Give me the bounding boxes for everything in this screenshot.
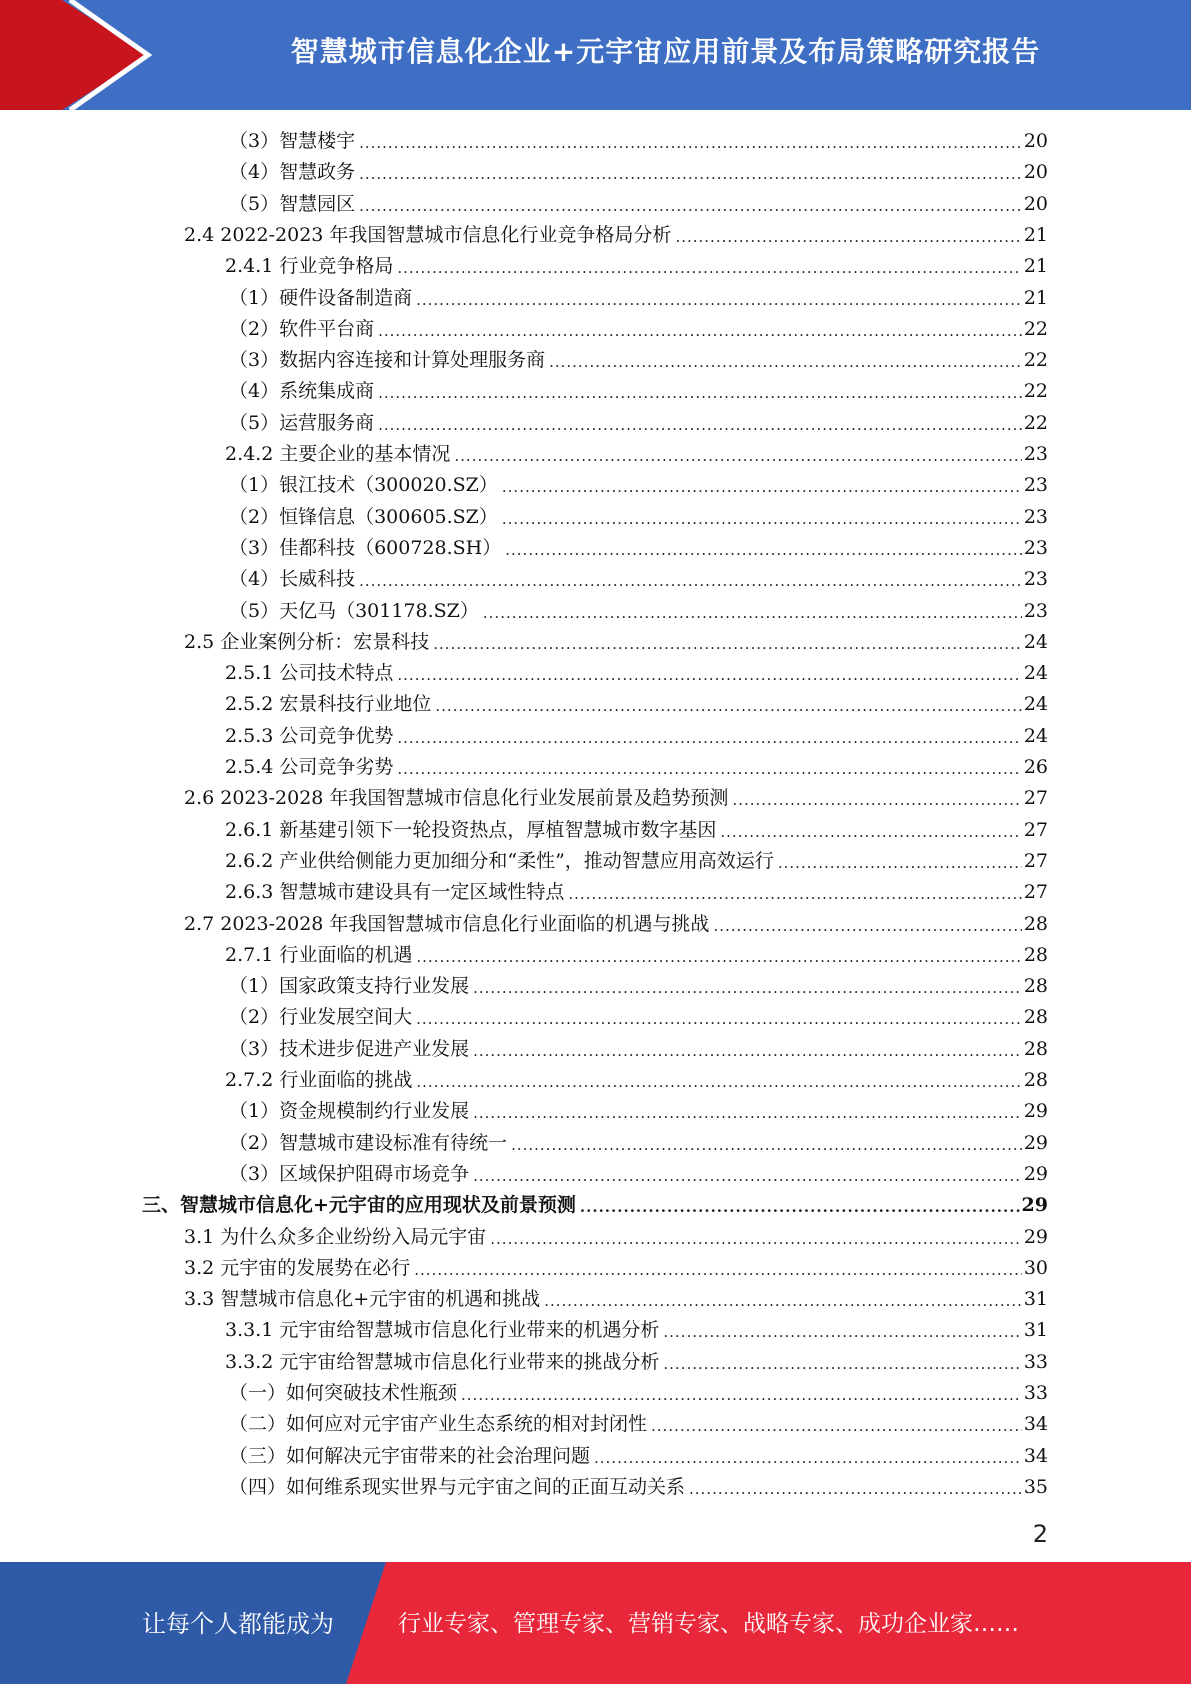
toc-leader-dots [397,664,1021,686]
toc-entry-title: 2.6.2 产业供给侧能力更加细分和“柔性”，推动智慧应用高效运行 [225,849,774,872]
toc-entry[interactable] [229,973,1048,999]
toc-entry-page: 29 [1021,1194,1048,1217]
toc-entry-title: 2.5.3 公司竞争优势 [225,724,394,747]
toc-entry[interactable] [229,535,1048,561]
toc-entry-page: 23 [1023,568,1048,591]
toc-leader-dots [416,1008,1022,1030]
toc-entry-page: 27 [1023,881,1048,904]
toc-entry[interactable] [229,347,1048,373]
toc-entry-title: （3）数据内容连接和计算处理服务商 [229,349,546,372]
toc-entry-title: 3.3.1 元宇宙给智慧城市信息化行业带来的机遇分析 [225,1319,660,1342]
toc-entry-title: （3）佳都科技（600728.SH） [229,536,502,559]
toc-entry-page: 35 [1023,1475,1048,1498]
toc-entry[interactable] [229,378,1048,404]
toc-leader-dots [651,1415,1022,1437]
toc-entry-title: 三、智慧城市信息化+元宇宙的应用现状及前景预测 [142,1194,576,1217]
toc-leader-dots [544,1290,1022,1312]
toc-entry-title: 2.7.1 行业面临的机遇 [225,943,413,966]
toc-entry-title: （4）系统集成商 [229,380,375,403]
toc-entry-title: 3.3.2 元宇宙给智慧城市信息化行业带来的挑战分析 [225,1350,660,1373]
toc-leader-dots [511,1134,1022,1156]
toc-entry-title: （2）恒锋信息（300605.SZ） [229,505,498,528]
toc-entry-page: 22 [1023,380,1048,403]
toc-leader-dots [414,1259,1022,1281]
toc-entry-title: （5）天亿马（301178.SZ） [229,599,479,622]
toc-entry-title: （一）如何突破技术性瓶颈 [229,1382,458,1404]
toc-entry[interactable] [184,1286,1048,1312]
toc-entry-page: 27 [1023,849,1048,872]
toc-leader-dots [359,132,1022,154]
toc-leader-dots [461,1384,1022,1406]
toc-entry-title: 2.6.1 新基建引领下一轮投资热点，厚植智慧城市数字基因 [225,818,717,841]
toc-entry-page: 23 [1023,536,1048,559]
toc-entry-title: （5）运营服务商 [229,411,375,434]
toc-entry[interactable] [229,128,1048,154]
toc-entry-page: 27 [1023,787,1048,810]
toc-entry[interactable] [184,911,1048,937]
toc-entry[interactable] [184,1224,1048,1250]
toc-entry-title: （1）硬件设备制造商 [229,286,413,309]
toc-entry[interactable] [225,1317,1048,1343]
toc-entry[interactable] [229,1411,1048,1437]
toc-entry[interactable] [225,942,1048,968]
toc-entry-title: 2.5.1 公司技术特点 [225,662,394,685]
toc-leader-dots [675,226,1021,248]
toc-entry-page: 28 [1023,943,1048,966]
toc-entry-title: （2）软件平台商 [229,317,375,340]
toc-leader-dots [473,1102,1022,1124]
toc-entry-title: （3）区域保护阻碍市场竞争 [229,1162,470,1185]
toc-entry-page: 29 [1023,1131,1048,1154]
toc-entry-title: （1）资金规模制约行业发展 [229,1100,470,1123]
toc-entry-page: 23 [1023,505,1048,528]
toc-entry[interactable] [225,848,1048,874]
header-banner [0,0,1191,110]
toc-entry-page: 22 [1023,349,1048,372]
toc-leader-dots [505,539,1022,561]
toc-leader-dots [490,1228,1022,1250]
toc-entry-page: 29 [1023,1162,1048,1185]
toc-entry-title: （4）长威科技 [229,568,356,591]
toc-entry-page: 20 [1023,130,1048,152]
toc-entry[interactable] [229,1098,1048,1124]
toc-entry-page: 29 [1023,1225,1048,1248]
toc-entry-page: 21 [1023,223,1048,246]
toc-leader-dots [397,727,1021,749]
toc-leader-dots [580,1196,1020,1218]
toc-entry[interactable] [225,754,1048,780]
toc-leader-dots [416,946,1021,968]
toc-entry-page: 28 [1023,1037,1048,1060]
toc-leader-dots [378,382,1022,404]
toc-entry[interactable] [184,1255,1048,1281]
toc-leader-dots [778,852,1022,874]
toc-entry-title: 2.4.2 主要企业的基本情况 [225,443,451,465]
footer-roles: 行业专家、管理专家、营销专家、战略专家、成功企业家…… [398,1611,1019,1637]
toc-entry[interactable] [229,504,1048,530]
toc-entry-page: 23 [1023,443,1048,465]
toc-entry-title: 2.7.2 行业面临的挑战 [225,1069,413,1091]
toc-entry[interactable] [229,410,1048,436]
toc-entry-page: 21 [1023,255,1048,278]
toc-entry-title: （3）技术进步促进产业发展 [229,1037,470,1060]
toc-leader-dots [713,915,1021,937]
toc-entry[interactable] [229,191,1048,217]
toc-entry-page: 22 [1023,317,1048,340]
toc-leader-dots [502,508,1022,530]
toc-entry-page: 31 [1023,1319,1048,1342]
toc-entry-title: 2.6.3 智慧城市建设具有一定区域性特点 [225,881,565,904]
footer-slogan: 让每个人都能成为 [142,1610,334,1638]
toc-entry-title: （2）智慧城市建设标准有待统一 [229,1131,508,1154]
toc-entry-page: 23 [1023,474,1048,497]
toc-entry[interactable] [225,253,1048,279]
toc-leader-dots [689,1478,1022,1500]
toc-entry[interactable] [229,1443,1048,1469]
toc-leader-dots [720,821,1021,843]
toc-entry-page: 20 [1023,192,1048,215]
toc-entry-page: 22 [1023,411,1048,434]
toc-entry[interactable] [229,472,1048,498]
toc-entry[interactable] [229,1380,1048,1406]
page-number: 2 [1032,1520,1048,1548]
toc-leader-dots [397,758,1021,780]
toc-entry-page: 20 [1023,161,1048,184]
toc-entry[interactable] [229,1004,1048,1030]
toc-entry-title: （4）智慧政务 [229,161,356,184]
toc-entry-page: 31 [1023,1288,1048,1311]
toc-leader-dots [502,476,1022,498]
toc-entry-title: （二）如何应对元宇宙产业生态系统的相对封闭性 [229,1413,648,1436]
toc-leader-dots [594,1447,1022,1469]
toc-leader-dots [483,602,1022,624]
toc-leader-dots [473,1165,1022,1187]
toc-entry[interactable] [184,785,1048,811]
toc-leader-dots [435,695,1021,717]
toc-entry-page: 28 [1023,912,1048,935]
toc-entry-page: 21 [1023,286,1048,309]
toc-entry-page: 24 [1023,662,1048,685]
toc-entry-page: 34 [1023,1444,1048,1467]
toc-leader-dots [416,1071,1021,1093]
toc-entry-title: （1）国家政策支持行业发展 [229,975,470,998]
toc-leader-dots [454,445,1021,467]
toc-leader-dots [433,633,1022,655]
toc-leader-dots [359,570,1022,592]
document-title: 智慧城市信息化企业+元宇宙应用前景及布局策略研究报告 [290,35,1041,68]
toc-entry[interactable] [229,1474,1048,1500]
toc-entry-page: 28 [1023,1069,1048,1091]
toc-leader-dots [732,789,1021,811]
toc-entry-title: 3.3 智慧城市信息化+元宇宙的机遇和挑战 [184,1288,541,1311]
toc-entry[interactable] [225,660,1048,686]
toc-entry[interactable] [225,879,1048,905]
toc-leader-dots [378,414,1022,436]
toc-entry[interactable] [229,316,1048,342]
toc-entry-title: （1）银江技术（300020.SZ） [229,474,498,497]
toc-entry-title: （5）智慧园区 [229,192,356,215]
toc-entry-page: 30 [1023,1256,1048,1279]
toc-entry-page: 29 [1023,1100,1048,1123]
toc-entry[interactable] [229,1036,1048,1062]
toc-entry-title: （2）行业发展空间大 [229,1006,413,1029]
toc-entry[interactable] [142,1192,1048,1218]
toc-entry-page: 24 [1023,724,1048,747]
toc-entry[interactable] [225,1349,1048,1375]
toc-entry-page: 23 [1023,599,1048,622]
toc-entry-page: 24 [1023,693,1048,716]
toc-entry[interactable] [229,285,1048,311]
toc-entry[interactable] [184,222,1048,248]
toc-entry-page: 34 [1023,1413,1048,1436]
toc-entry-title: （三）如何解决元宇宙带来的社会治理问题 [229,1444,591,1467]
toc-entry-title: （四）如何维系现实世界与元宇宙之间的正面互动关系 [229,1475,686,1498]
toc-entry-page: 27 [1023,818,1048,841]
toc-leader-dots [568,883,1021,905]
toc-entry-title: （3）智慧楼宇 [229,130,356,152]
toc-entry[interactable] [229,1130,1048,1156]
toc-leader-dots [473,1040,1022,1062]
toc-entry-page: 24 [1023,630,1048,653]
footer-banner [0,1562,1191,1684]
toc-entry-title: 2.7 2023-2028 年我国智慧城市信息化行业面临的机遇与挑战 [184,912,710,935]
toc-entry-page: 33 [1023,1350,1048,1373]
toc-leader-dots [359,195,1022,217]
toc-entry-title: 2.4.1 行业竞争格局 [225,255,394,278]
toc-entry-title: 2.5.4 公司竞争劣势 [225,756,394,778]
toc-leader-dots [397,257,1021,279]
toc-entry[interactable] [225,441,1048,467]
toc-entry[interactable] [229,566,1048,592]
toc-entry[interactable] [225,817,1048,843]
toc-leader-dots [473,977,1022,999]
toc-leader-dots [549,351,1022,373]
toc-entry-title: 3.2 元宇宙的发展势在必行 [184,1256,411,1279]
toc-leader-dots [416,289,1022,311]
toc-entry-page: 33 [1023,1382,1048,1404]
toc-leader-dots [663,1353,1021,1375]
toc-entry[interactable] [225,723,1048,749]
toc-entry[interactable] [229,159,1048,185]
toc-entry-page: 28 [1023,975,1048,998]
toc-entry-title: 2.5.2 宏景科技行业地位 [225,693,432,716]
toc-leader-dots [359,163,1022,185]
toc-entry[interactable] [184,629,1048,655]
toc-entry[interactable] [229,1161,1048,1187]
toc-entry[interactable] [229,598,1048,624]
toc-entry-page: 28 [1023,1006,1048,1029]
toc-entry[interactable] [225,691,1048,717]
toc-entry-title: 2.4 2022-2023 年我国智慧城市信息化行业竞争格局分析 [184,223,672,246]
toc-entry-page: 26 [1023,756,1048,778]
toc-entry-title: 3.1 为什么众多企业纷纷入局元宇宙 [184,1225,487,1248]
toc-entry-title: 2.5 企业案例分析：宏景科技 [184,630,430,653]
toc-entry[interactable] [225,1067,1048,1093]
toc-leader-dots [663,1321,1021,1343]
toc-leader-dots [378,320,1022,342]
toc-entry-title: 2.6 2023-2028 年我国智慧城市信息化行业发展前景及趋势预测 [184,787,729,810]
